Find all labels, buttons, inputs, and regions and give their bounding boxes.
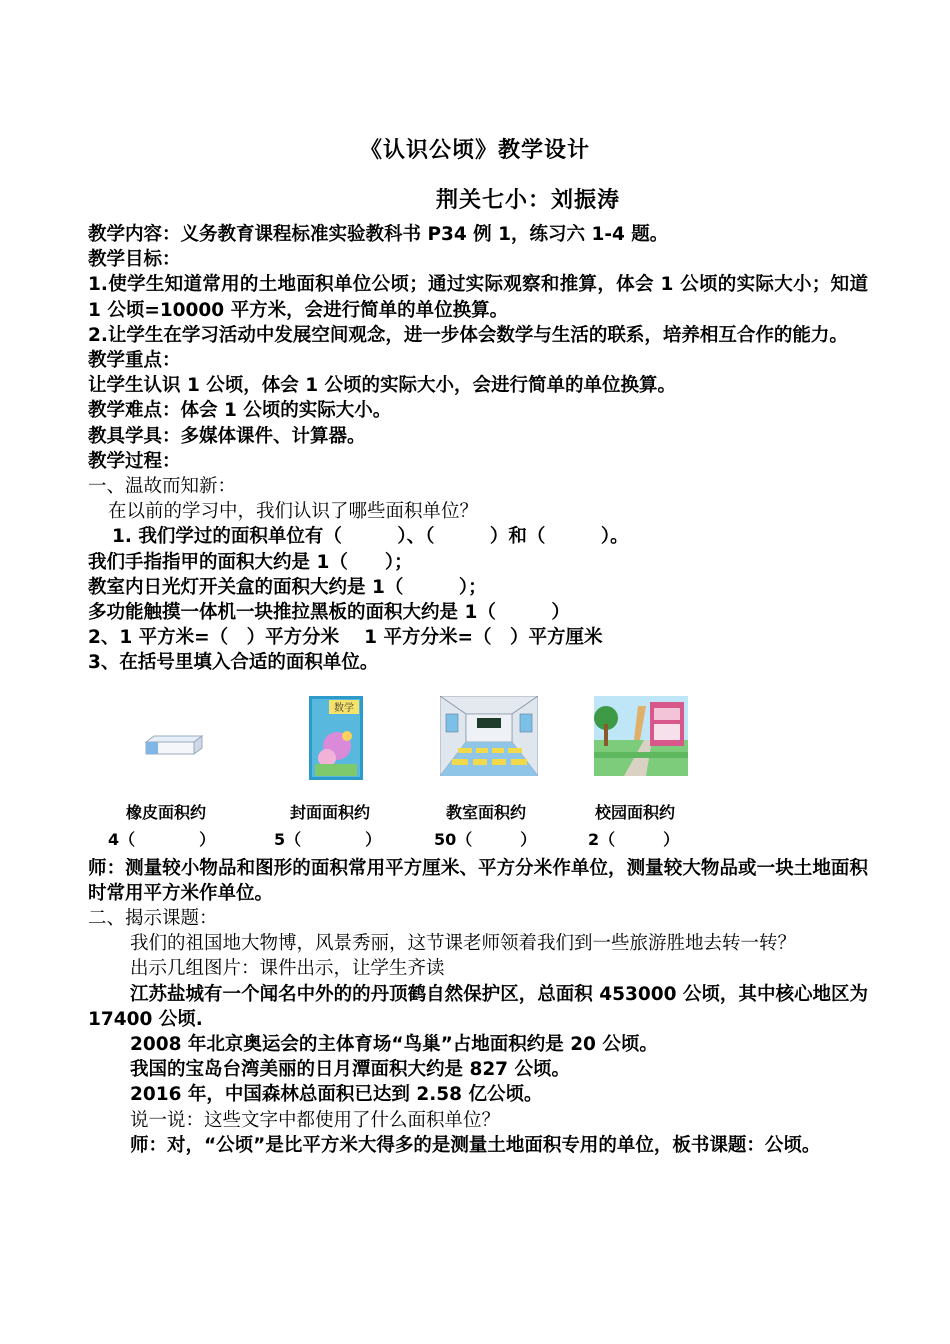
section-1-question: 在以前的学习中，我们认识了哪些面积单位？ [108,501,479,523]
picture-caption-classroom: 教室面积约 [446,802,527,822]
goal-heading: 教学目标： [88,249,181,271]
goal-2: 2.让学生在学习活动中发展空间观念，进一步体会数学与生活的联系，培养相互合作的能力。 [88,324,848,346]
goal-1: 1.使学生知道常用的土地面积单位公顷；通过实际观察和推算，体会 1 公顷的实际大小；知道 1 公顷=10000 平方米，会进行简单的单位换算。 [88,274,868,321]
math-book-icon [309,696,363,780]
section-1-item-2: 2、1 平方米=（ ）平方分米 1 平方分米=（ ）平方厘米 [88,627,603,649]
section-2-para-8: 师：对，“公顷”是比平方米大得多的是测量土地面积专用的单位，板书课题：公顷。 [130,1134,821,1156]
picture-answer-eraser[interactable]: 4（ ） [108,829,216,849]
document-author: 荆关七小：刘振涛 [435,188,620,213]
section-1-heading: 一、温故而知新： [88,476,237,498]
key-text: 让学生认识 1 公顷，体会 1 公顷的实际大小，会进行简单的单位换算。 [88,375,677,397]
section-2-para-5: 我国的宝岛台湾美丽的日月潭面积大约是 827 公顷。 [130,1059,571,1081]
section-1-item-3: 3、在括号里填入合适的面积单位。 [88,652,379,674]
picture-answer-cover[interactable]: 5（ ） [274,829,382,849]
teaching-content: 教学内容：义务教育课程标准实验教科书 P34 例 1，练习六 1-4 题。 [88,224,669,245]
classroom-icon [440,696,538,776]
process-heading: 教学过程： [88,450,181,472]
section-2-para-2: 出示几组图片：课件出示，让学生齐读 [130,958,445,980]
section-2-heading: 二、揭示课题： [88,908,218,930]
document-title: 《认识公顷》教学设计 [359,138,590,163]
section-2-para-3: 江苏盐城有一个闻名中外的的丹顶鹤自然保护区，总面积 453000 公顷，其中核心地区为 17400 公顷. [88,983,868,1030]
section-2-para-1 [88,931,868,956]
section-2-para-4: 2008 年北京奥运会的主体育场“鸟巢”占地面积约是 20 公顷。 [130,1034,658,1056]
teacher-summary: 师：测量较小物品和图形的面积常用平方厘米、平方分米作单位，测量较大物品或一块土地面积时常用平方米作单位。 [88,857,868,904]
eraser-icon [144,734,204,756]
section-1-board: 多功能触摸一体机一块推拉黑板的面积大约是 1（ ） [88,602,570,624]
svg-text:数学: 数学 [334,702,354,714]
picture-answer-campus[interactable]: 2（ ） [588,829,680,849]
picture-caption-cover: 封面面积约 [290,802,371,822]
section-1-switch: 教室内日光灯开关盒的面积大约是 1（ ）； [88,576,487,598]
picture-caption-eraser: 橡皮面积约 [126,802,207,822]
campus-icon [594,696,688,776]
section-2-para-6: 2016 年，中国森林总面积已达到 2.58 亿公顷。 [130,1084,543,1106]
tools: 教具学具：多媒体课件、计算器。 [88,425,366,447]
difficulty: 教学难点：体会 1 公顷的实际大小。 [88,400,392,422]
section-2-para-1-text: 我们的祖国地大物博，风景秀丽，这节课老师领着我们到一些旅游胜地去转一转？ [130,933,797,955]
section-1-nail: 我们手指指甲的面积大约是 1（ ）； [88,551,413,573]
picture-answer-classroom[interactable]: 50（ ） [434,829,537,849]
section-1-item-1: 1. 我们学过的面积单位有（ ）、（ ）和（ ）。 [112,526,629,548]
section-2-para-7: 说一说：这些文字中都使用了什么面积单位？ [130,1109,501,1131]
picture-caption-campus: 校园面积约 [595,802,676,822]
picture-exercise [88,676,868,876]
document-body [88,222,868,1158]
key-heading: 教学重点： [88,350,181,372]
